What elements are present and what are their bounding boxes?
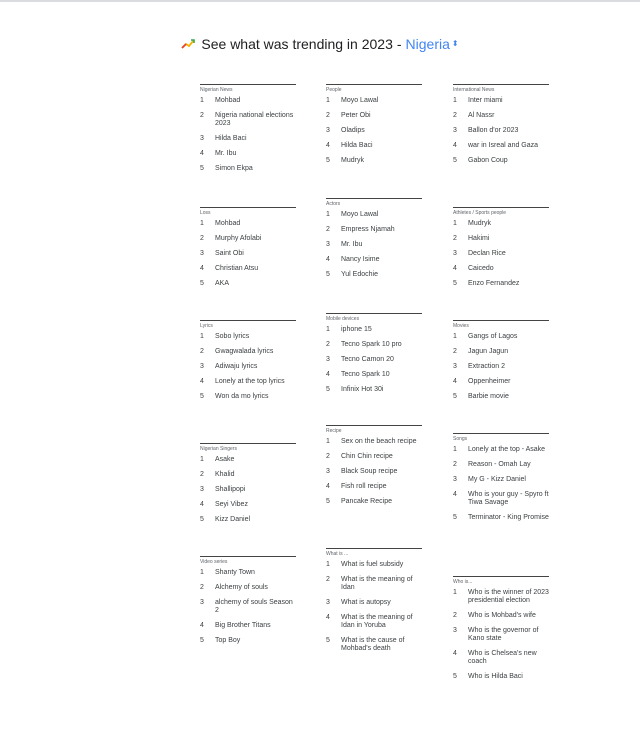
item-label: Who is your guy - Spyro ft Tiwa Savage [468,491,549,506]
list-item[interactable] [326,157,422,165]
item-rank: 4 [326,614,330,621]
list-item[interactable] [200,569,296,577]
item-rank: 5 [200,637,204,644]
item-rank: 5 [453,393,457,400]
item-label: Seyi Vibez [215,501,248,508]
item-label: Tecno Spark 10 pro [341,341,402,348]
item-label: Mudryk [341,157,364,164]
list-item[interactable] [200,150,296,158]
item-label: Inter miami [468,97,503,104]
item-rank: 5 [200,165,204,172]
list-item[interactable] [326,356,422,364]
list-item[interactable] [326,241,422,249]
list-item[interactable] [453,446,549,454]
list-item[interactable] [453,461,549,469]
list-item[interactable] [200,165,296,173]
list-item[interactable] [200,348,296,356]
item-rank: 1 [200,220,204,227]
item-rank: 2 [326,576,330,583]
item-label: Infinix Hot 30i [341,386,384,393]
list-item[interactable] [200,501,296,509]
list-item[interactable] [200,112,296,128]
list-item[interactable] [453,142,549,150]
list-item[interactable] [200,599,296,615]
item-label: Khalid [215,471,235,478]
item-label: Moyo Lawal [341,211,379,218]
item-rank: 1 [200,333,204,340]
item-rank: 3 [200,599,204,606]
item-rank: 1 [453,589,457,596]
item-rank: 3 [326,127,330,134]
list-item[interactable] [326,468,422,476]
item-rank: 3 [200,250,204,257]
trend-section [326,313,422,401]
item-rank: 1 [326,211,330,218]
item-label: Ballon d'or 2023 [468,127,519,134]
item-label: Oladips [341,127,365,134]
item-rank: 5 [200,516,204,523]
list-item[interactable] [200,220,296,228]
item-label: Peter Obi [341,112,371,119]
trend-section [326,425,422,513]
item-label: Lonely at the top lyrics [215,378,285,385]
item-label: Tecno Camon 20 [341,356,394,363]
item-label: Top Boy [215,637,241,644]
item-label: Adiwaju lyrics [215,363,258,370]
item-rank: 4 [200,378,204,385]
list-item[interactable] [200,393,296,401]
section-title: Nigerian Singers [200,446,237,452]
item-rank: 2 [200,235,204,242]
item-rank: 4 [326,371,330,378]
item-rank: 2 [326,112,330,119]
list-item[interactable] [326,637,422,653]
item-rank: 3 [326,241,330,248]
list-item[interactable] [200,235,296,243]
item-label: Al Nassr [468,112,495,119]
list-item[interactable] [326,226,422,234]
item-label: AKA [215,280,230,287]
item-rank: 4 [453,142,457,149]
item-label: Won da mo lyrics [215,393,269,400]
item-label: Saint Obi [215,250,244,257]
section-title: Video series [200,559,228,565]
item-rank: 2 [326,341,330,348]
item-rank: 1 [200,97,204,104]
section-title: People [326,87,342,93]
section-title: Who is... [453,579,473,585]
list-item[interactable] [453,476,549,484]
trend-section [453,433,549,529]
item-label: Gangs of Lagos [468,333,518,340]
item-rank: 5 [326,157,330,164]
item-label: alchemy of souls Season 2 [215,599,293,614]
item-rank: 1 [326,326,330,333]
item-label: Sex on the beach recipe [341,438,417,445]
item-label: Hilda Baci [341,142,373,149]
list-item[interactable] [200,378,296,386]
item-label: What is fuel subsidy [341,561,404,568]
item-rank: 1 [200,456,204,463]
item-rank: 2 [453,461,457,468]
list-item[interactable] [453,127,549,135]
list-item[interactable] [453,589,549,605]
item-label: Mohbad [215,220,241,227]
trend-section [200,443,296,531]
item-label: Christian Atsu [215,265,259,272]
item-label: Terminator - King Promise [468,514,549,521]
list-item[interactable] [453,250,549,258]
list-item[interactable] [453,514,549,522]
list-item[interactable] [326,326,422,334]
list-item[interactable] [453,363,549,371]
list-item[interactable] [326,211,422,219]
section-title: Nigerian News [200,87,233,93]
list-item[interactable] [200,97,296,105]
list-item[interactable] [326,599,422,607]
item-label: Mudryk [468,220,491,227]
item-label: Mr. Ibu [215,150,237,157]
item-label: Enzo Fernandez [468,280,520,287]
item-label: What is autopsy [341,599,391,606]
item-rank: 4 [200,265,204,272]
item-rank: 4 [200,622,204,629]
item-label: Reason - Omah Lay [468,461,531,468]
item-rank: 4 [326,256,330,263]
list-item[interactable] [326,341,422,349]
item-label: Who is Mohbad's wife [468,612,536,619]
list-item[interactable] [326,271,422,279]
item-label: Nancy Isime [341,256,380,263]
item-rank: 3 [200,135,204,142]
trend-section [200,320,296,408]
item-rank: 5 [326,386,330,393]
item-label: Shanty Town [215,569,255,576]
list-item[interactable] [200,584,296,592]
item-rank: 3 [453,627,457,634]
item-rank: 5 [326,271,330,278]
item-label: Caicedo [468,265,494,272]
list-item[interactable] [200,250,296,258]
list-item[interactable] [326,386,422,394]
item-label: What is the meaning of Idan [341,576,413,591]
item-rank: 2 [326,453,330,460]
item-rank: 2 [453,348,457,355]
item-label: Asake [215,456,235,463]
item-rank: 3 [200,363,204,370]
section-title: Loss [200,210,211,216]
list-item[interactable] [200,456,296,464]
item-label: Murphy Afolabi [215,235,262,242]
section-title: Recipe [326,428,342,434]
trend-section [326,84,422,172]
list-item[interactable] [453,673,549,681]
item-rank: 2 [326,226,330,233]
item-rank: 4 [326,142,330,149]
list-item[interactable] [326,576,422,592]
item-label: Gwagwalada lyrics [215,348,274,355]
list-item[interactable] [453,157,549,165]
trend-section [453,207,549,295]
item-rank: 2 [453,235,457,242]
item-label: Who is the governor of Kano state [468,627,539,642]
item-rank: 5 [453,673,457,680]
trend-section [326,198,422,286]
item-label: What is the meaning of Idan in Yoruba [341,614,413,629]
list-item[interactable] [200,516,296,524]
item-rank: 4 [200,501,204,508]
chevron-updown-icon[interactable]: ⬍ [451,39,459,48]
item-label: Empress Njamah [341,226,395,233]
list-item[interactable] [453,112,549,120]
list-item[interactable] [326,453,422,461]
item-rank: 3 [326,599,330,606]
list-item[interactable] [326,371,422,379]
list-item[interactable] [453,333,549,341]
item-label: Yul Edochie [341,271,378,278]
list-item[interactable] [200,265,296,273]
item-label: Tecno Spark 10 [341,371,390,378]
item-rank: 2 [453,112,457,119]
list-item[interactable] [326,614,422,630]
item-rank: 4 [453,265,457,272]
item-rank: 2 [453,612,457,619]
item-label: Declan Rice [468,250,506,257]
item-rank: 3 [453,476,457,483]
item-rank: 3 [453,127,457,134]
section-title: Songs [453,436,468,442]
item-rank: 3 [326,468,330,475]
item-rank: 1 [453,97,457,104]
page-title: See what was trending in 2023 [201,36,393,52]
item-rank: 1 [326,438,330,445]
item-label: iphone 15 [341,326,372,333]
list-item[interactable] [453,348,549,356]
list-item[interactable] [200,471,296,479]
item-label: Alchemy of souls [215,584,268,591]
list-item[interactable] [326,127,422,135]
item-label: Extraction 2 [468,363,505,370]
list-item[interactable] [200,280,296,288]
list-item[interactable] [453,627,549,643]
item-rank: 5 [326,498,330,505]
item-label: Lonely at the top - Asake [468,446,546,453]
list-item[interactable] [453,378,549,386]
list-item[interactable] [326,438,422,446]
item-label: What is the cause of Mohbad's death [341,637,405,652]
item-rank: 4 [326,483,330,490]
item-rank: 5 [200,280,204,287]
item-rank: 3 [453,250,457,257]
list-item[interactable] [200,622,296,630]
list-item[interactable] [326,483,422,491]
item-label: Who is the winner of 2023 presidential election [468,589,549,604]
item-rank: 4 [453,650,457,657]
list-item[interactable] [453,650,549,666]
list-item[interactable] [453,97,549,105]
item-label: Shallipopi [215,486,246,493]
list-item[interactable] [326,97,422,105]
item-rank: 2 [200,112,204,119]
item-label: Fish roll recipe [341,483,387,490]
item-rank: 5 [453,157,457,164]
trend-section [453,84,549,172]
trend-section [453,320,549,408]
item-rank: 5 [453,280,457,287]
section-title: Lyrics [200,323,213,329]
item-label: Black Soup recipe [341,468,398,475]
item-label: Who is Chelsea's new coach [468,650,537,665]
item-rank: 5 [453,514,457,521]
title-separator: - [396,36,402,52]
item-rank: 5 [326,637,330,644]
item-rank: 4 [453,378,457,385]
item-rank: 1 [326,561,330,568]
item-rank: 1 [453,333,457,340]
item-rank: 1 [200,569,204,576]
list-item[interactable] [200,333,296,341]
item-rank: 3 [200,486,204,493]
list-item[interactable] [453,265,549,273]
item-label: Pancake Recipe [341,498,392,505]
item-rank: 1 [453,446,457,453]
section-title: Actors [326,201,341,207]
section-title: Movies [453,323,469,329]
item-label: Barbie movie [468,393,509,400]
trend-section [200,556,296,652]
trend-section [326,548,422,660]
item-rank: 3 [326,356,330,363]
item-label: My G - Kizz Daniel [468,476,526,483]
trend-section [200,207,296,295]
section-title: What is ... [326,551,349,557]
item-rank: 2 [200,584,204,591]
list-item[interactable] [326,112,422,120]
item-label: Big Brother Titans [215,622,271,629]
item-rank: 2 [200,348,204,355]
list-item[interactable] [200,135,296,143]
list-item[interactable] [326,498,422,506]
item-label: Simon Ekpa [215,165,253,172]
list-item[interactable] [200,486,296,494]
item-rank: 1 [326,97,330,104]
item-label: Chin Chin recipe [341,453,393,460]
list-item[interactable] [326,561,422,569]
item-label: Gabon Coup [468,157,508,164]
item-label: Jagun Jagun [468,348,509,355]
item-rank: 3 [453,363,457,370]
item-label: Kizz Daniel [215,516,251,523]
section-title: International News [453,87,495,93]
item-label: Moyo Lawal [341,97,379,104]
item-label: Hilda Baci [215,135,247,142]
item-label: war in Isreal and Gaza [468,142,539,149]
list-item[interactable] [453,220,549,228]
list-item[interactable] [453,393,549,401]
list-item[interactable] [326,142,422,150]
item-rank: 1 [453,220,457,227]
item-rank: 2 [200,471,204,478]
list-item[interactable] [453,235,549,243]
section-title: Athletes / Sports people [453,210,507,216]
item-label: Oppenheimer [468,378,511,385]
item-label: Nigeria national elections 2023 [215,112,294,127]
list-item[interactable] [200,363,296,371]
list-item[interactable] [453,612,549,620]
list-item[interactable] [453,491,549,507]
item-label: Mohbad [215,97,241,104]
item-rank: 4 [453,491,457,498]
section-title: Mobile devices [326,316,360,322]
list-item[interactable] [453,280,549,288]
item-label: Mr. Ibu [341,241,363,248]
item-rank: 4 [200,150,204,157]
list-item[interactable] [200,637,296,645]
trend-section [453,576,549,688]
trend-section [200,84,296,180]
item-rank: 5 [200,393,204,400]
list-item[interactable] [326,256,422,264]
item-label: Sobo lyrics [215,333,250,340]
item-label: Who is Hilda Baci [468,673,523,680]
country-selector[interactable]: Nigeria [405,36,450,52]
item-label: Hakimi [468,235,490,242]
